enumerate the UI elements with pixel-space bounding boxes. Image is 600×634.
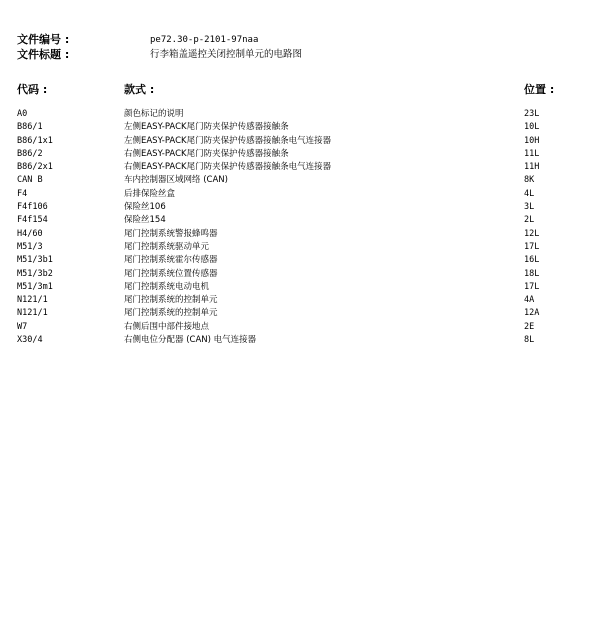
table-row xyxy=(17,281,583,294)
row-description: 后排保险丝盒 xyxy=(124,188,176,199)
row-code: B86/1x1 xyxy=(17,135,53,146)
row-position: 11L xyxy=(524,148,540,159)
row-position: 10H xyxy=(524,135,540,146)
row-code: B86/2x1 xyxy=(17,162,53,173)
table-row xyxy=(17,321,583,334)
table-row xyxy=(17,174,583,187)
row-description: 右侧EASY-PACK尾门防夹保护传感器接触条电气连接器 xyxy=(124,162,332,173)
row-position: 11H xyxy=(524,162,540,173)
row-code: F4f106 xyxy=(17,202,48,213)
file-number-label: 文件编号 : xyxy=(17,33,70,46)
row-description: 尾门控制系统的控制单元 xyxy=(124,295,218,306)
row-description: 左侧EASY-PACK尾门防夹保护传感器接触条 xyxy=(124,122,289,133)
row-description: 保险丝154 xyxy=(124,215,166,226)
row-description: 尾门控制系统电动电机 xyxy=(124,281,210,292)
row-code: M51/3 xyxy=(17,241,43,252)
row-description: 颜色标记的说明 xyxy=(124,109,184,119)
row-position: 8K xyxy=(524,175,535,186)
row-position: 17L xyxy=(524,241,540,252)
file-title-label: 文件标题 : xyxy=(17,48,70,61)
row-position: 4L xyxy=(524,188,535,199)
row-position: 10L xyxy=(524,122,540,133)
row-description: 尾门控制系统驱动单元 xyxy=(124,241,210,252)
file-title-value: 行李箱盖遥控关闭控制单元的电路图 xyxy=(150,49,303,60)
row-code: M51/3b2 xyxy=(17,268,53,279)
row-description: 尾门控制系统霍尔传感器 xyxy=(124,255,218,266)
row-code: N121/1 xyxy=(17,295,48,306)
table-row xyxy=(17,148,583,161)
table-row xyxy=(17,161,583,174)
row-code: F4 xyxy=(17,188,28,199)
table-row xyxy=(17,268,583,281)
row-code: M51/3m1 xyxy=(17,281,53,292)
row-position: 8L xyxy=(524,335,535,346)
table-row xyxy=(17,307,583,320)
row-code: F4f154 xyxy=(17,215,48,226)
row-position: 18L xyxy=(524,268,540,279)
row-code: A0 xyxy=(17,109,28,119)
row-code: H4/60 xyxy=(17,228,43,239)
file-title-row xyxy=(17,48,583,62)
row-description: 尾门控制系统的控制单元 xyxy=(124,308,218,319)
row-description: 尾门控制系统位置传感器 xyxy=(124,268,218,279)
row-code: CAN B xyxy=(17,175,43,186)
column-header-code: 代码 : xyxy=(17,83,48,96)
table-row xyxy=(17,188,583,201)
row-position: 23L xyxy=(524,109,540,119)
row-description: 右侧EASY-PACK尾门防夹保护传感器接触条 xyxy=(124,148,289,159)
row-description: 车内控制器区域网络 (CAN) xyxy=(124,175,228,186)
row-code: M51/3b1 xyxy=(17,255,53,266)
row-code: X30/4 xyxy=(17,335,43,346)
file-number-row xyxy=(17,33,583,47)
row-position: 16L xyxy=(524,255,540,266)
table-row xyxy=(17,214,583,227)
row-code: B86/2 xyxy=(17,148,43,159)
legend-table xyxy=(17,108,583,347)
row-position: 17L xyxy=(524,281,540,292)
row-description: 右侧电位分配器 (CAN) 电气连接器 xyxy=(124,335,257,346)
row-position: 12L xyxy=(524,228,540,239)
row-description: 尾门控制系统警报蜂鸣器 xyxy=(124,228,218,239)
row-code: B86/1 xyxy=(17,122,43,133)
table-row xyxy=(17,294,583,307)
row-description: 保险丝106 xyxy=(124,202,166,213)
file-number-value: pe72.30-p-2101-97naa xyxy=(150,35,259,45)
row-code: W7 xyxy=(17,321,28,332)
table-row xyxy=(17,121,583,134)
row-code: N121/1 xyxy=(17,308,48,319)
column-header-position: 位置 : xyxy=(524,83,555,96)
row-position: 3L xyxy=(524,202,535,213)
table-row xyxy=(17,334,583,347)
table-row xyxy=(17,201,583,214)
table-row xyxy=(17,254,583,267)
row-description: 右侧后围中部件接地点 xyxy=(124,321,210,332)
table-row xyxy=(17,228,583,241)
table-row xyxy=(17,108,583,121)
table-row xyxy=(17,241,583,254)
row-description: 左侧EASY-PACK尾门防夹保护传感器接触条电气连接器 xyxy=(124,135,332,146)
row-position: 4A xyxy=(524,295,535,306)
row-position: 2E xyxy=(524,321,535,332)
row-position: 2L xyxy=(524,215,535,226)
row-position: 12A xyxy=(524,308,540,319)
column-header-description: 款式 : xyxy=(124,83,155,96)
table-row xyxy=(17,135,583,148)
